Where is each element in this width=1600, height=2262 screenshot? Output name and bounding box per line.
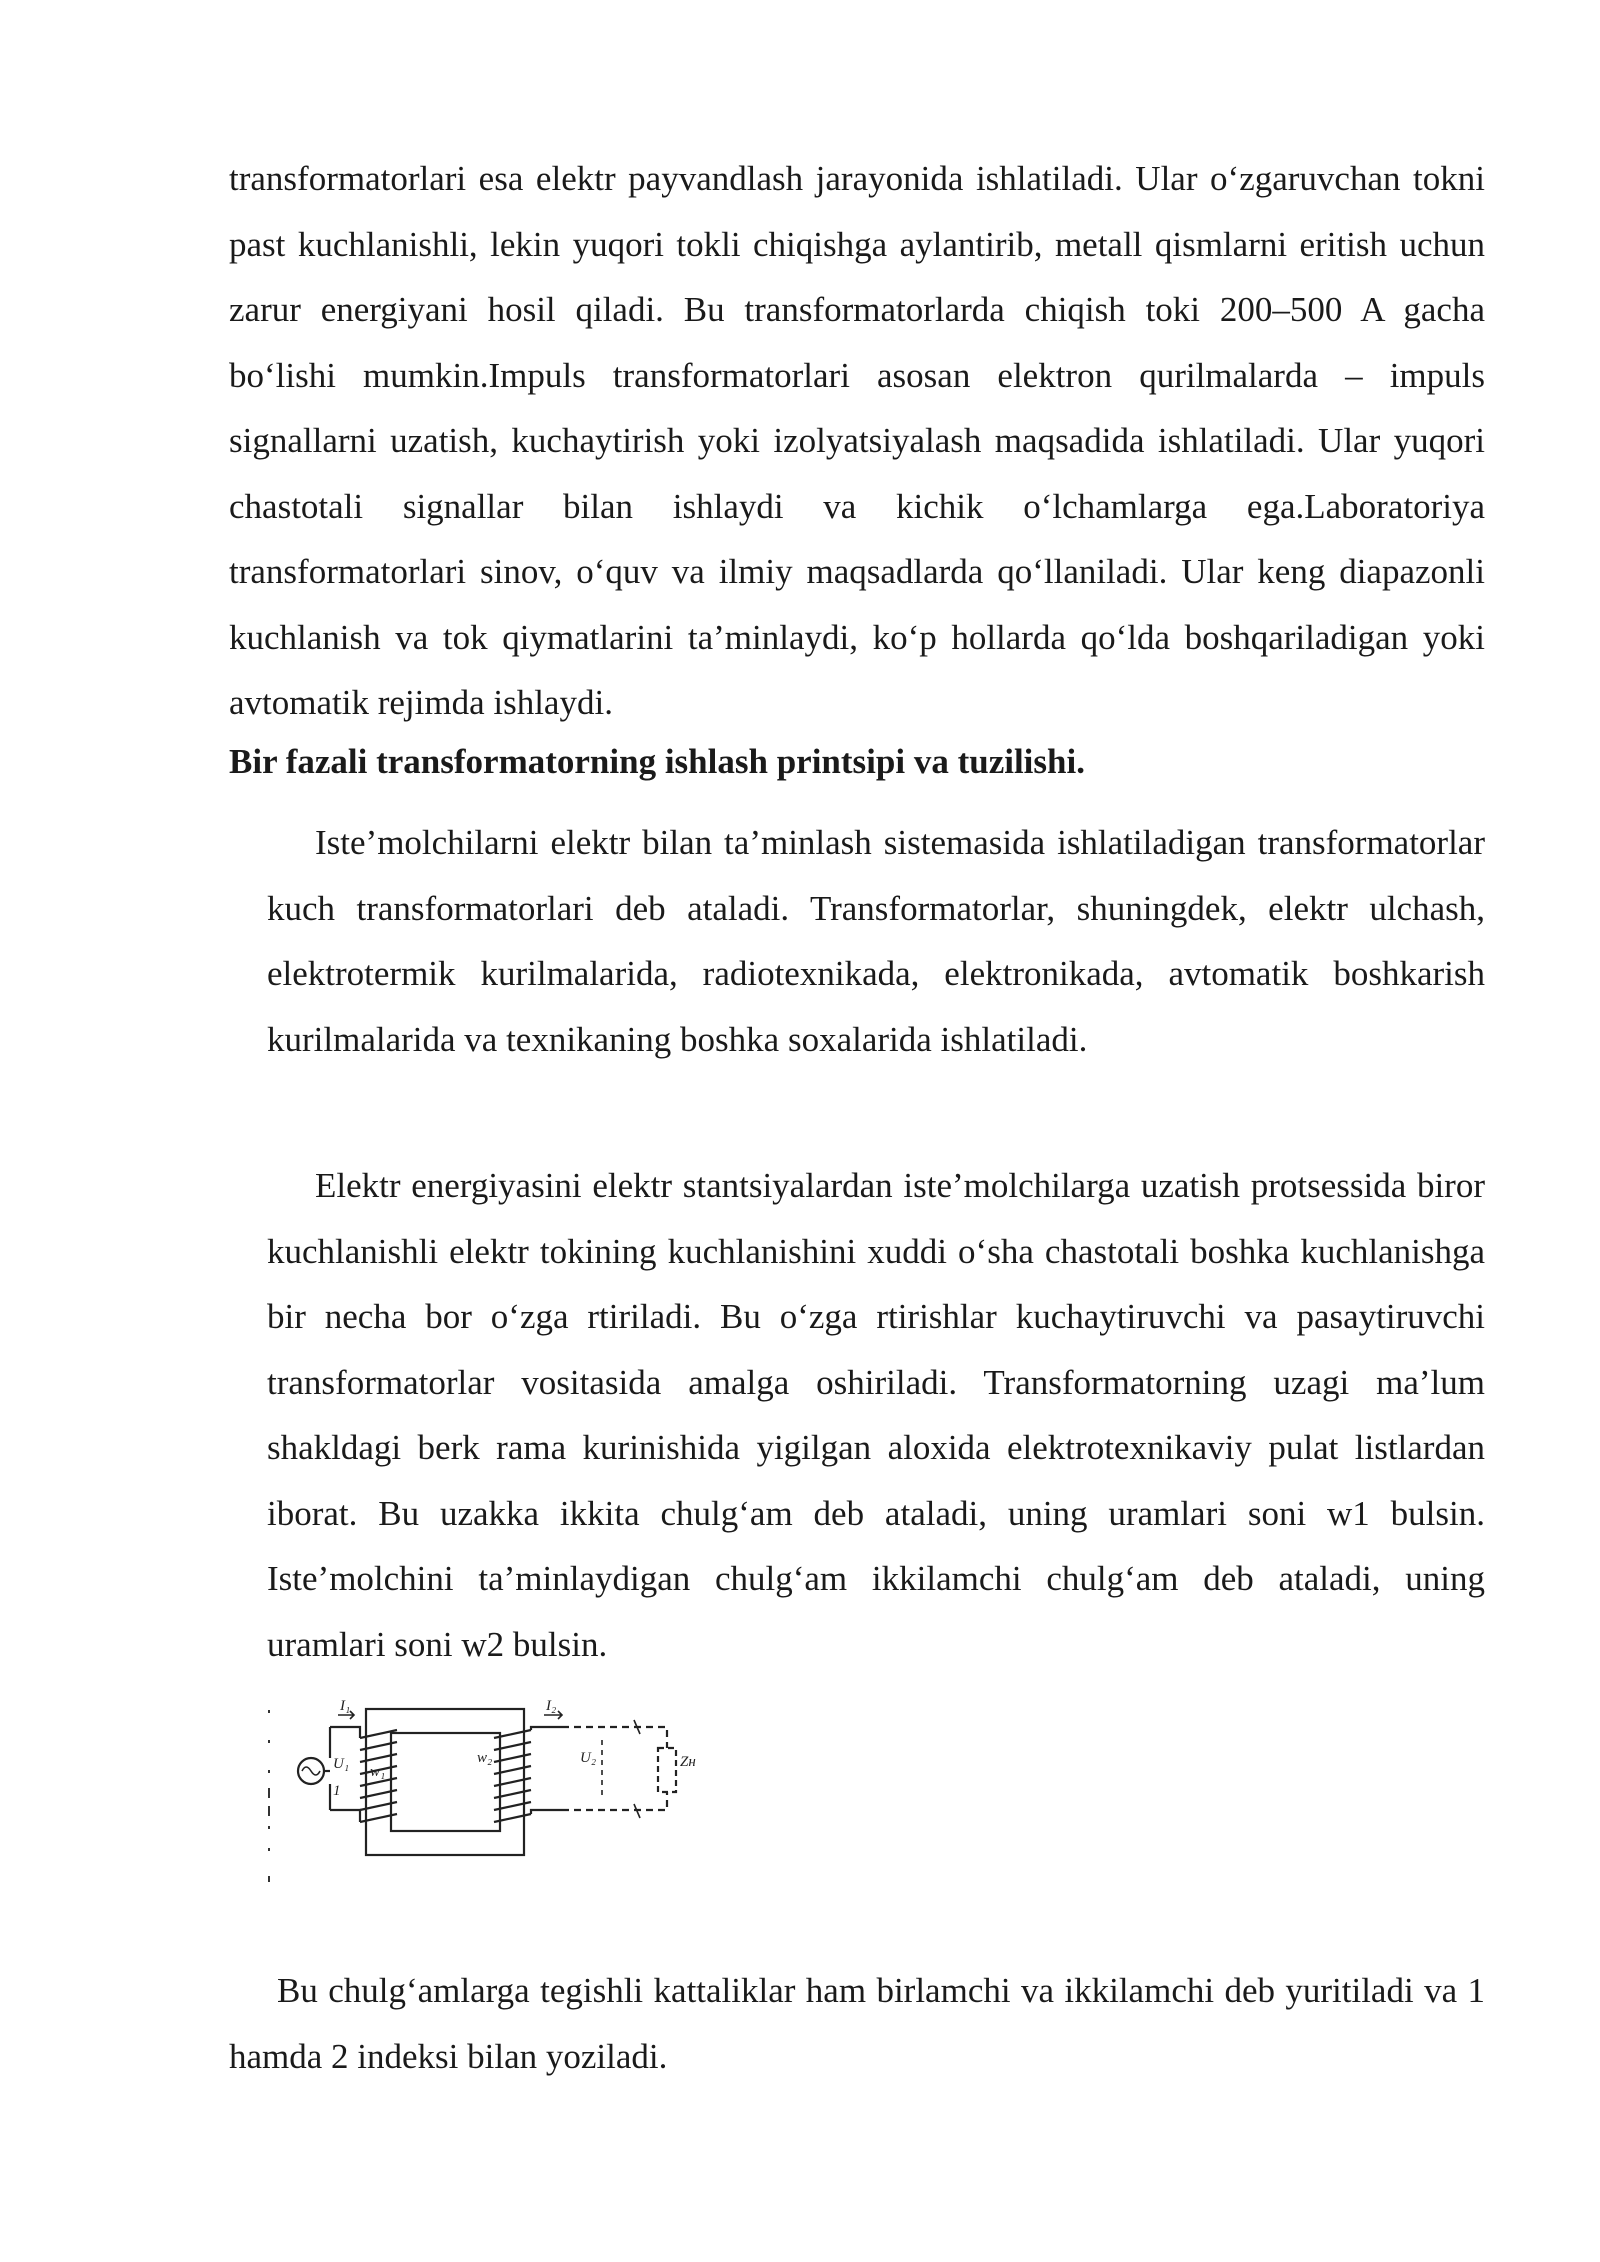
paragraph-transformer-types bbox=[229, 146, 1485, 736]
paragraph-text: Bu chulg‘amlarga tegishli kattaliklar ham birlamchi va ikkilamchi deb yuritiladi va 1 hamda 2 indeksi bilan yoziladi. bbox=[229, 1971, 1485, 2076]
secondary-dashed bbox=[562, 1727, 667, 1810]
paragraph-power-transformers bbox=[267, 810, 1485, 1072]
paragraph-transformer-structure bbox=[267, 1153, 1485, 1677]
ac-source-wave bbox=[302, 1767, 320, 1775]
core-inner bbox=[391, 1733, 500, 1831]
label-zn: Zн bbox=[680, 1754, 696, 1770]
label-one: 1 bbox=[333, 1783, 341, 1799]
transformer-circuit-diagram bbox=[262, 1700, 722, 1930]
paragraph-text: Iste’molchilarni elektr bilan ta’minlash sistemasida ishlatiladigan transformatorlar kuch transformatorlari deb ataladi. Transformatorlar, shuningdek, elektr ulchash, elektrotermik kurilmalarida, radiotexnikada, elektronikada, avtomatik boshkarish kurilmalarida va texnikaning boshka soxalarida ishlatiladi. bbox=[267, 823, 1485, 1059]
label-i2: I₂ bbox=[546, 1700, 557, 1714]
label-i1: I₁ bbox=[340, 1700, 351, 1714]
primary-wire-bottom bbox=[330, 1810, 360, 1822]
secondary-wire-top bbox=[531, 1727, 562, 1730]
label-u1: U₁ bbox=[333, 1756, 350, 1772]
label-w2: w₂ bbox=[477, 1750, 493, 1766]
label-u2: U₂ bbox=[580, 1750, 597, 1766]
paragraph-text: Elektr energiyasini elektr stantsiyalardan iste’molchilarga uzatish protsessida biror kuchlanishli elektr tokining kuchlanishini xuddi o‘sha chastotali boshka kuchlanishga bir necha bor o‘zga rtiriladi. Bu o‘zga rtirishlar kuchaytiruvchi va pasaytiruvchi transformatorlar vositasida amalga oshiriladi. Transformatorning uzagi ma’lum shakldagi berk rama kurinishida yigilgan aloxida elektrotexnikaviy pulat listlardan iborat. Bu uzakka ikkita chulg‘am deb ataladi, uning uramlari soni w1 bulsin. Iste’molchini ta’minlaydigan chulg‘am ikkilamchi chulg‘am deb ataladi, uning uramlari soni w2 bulsin. bbox=[267, 1166, 1485, 1664]
paragraph-text: transformatorlari esa elektr payvandlash jarayonida ishlatiladi. Ular o‘zgaruvchan tokni past kuchlanishli, lekin yuqori tokli chiqishga aylantirib, metall qismlarni eritish uchun zarur energiyani hosil qiladi. Bu transformatorlarda chiqish toki 200–500 A gacha bo‘lishi mumkin.Impuls transformatorlari asosan elektron qurilmalarda – impuls signallarni uzatish, kuchaytirish yoki izolyatsiyalash maqsadida ishlatiladi. Ular yuqori chastotali signallar bilan ishlaydi va kichik o‘lchamlarga ega.Laboratoriya transformatorlari sinov, o‘quv va ilmiy maqsadlarda qo‘llaniladi. Ular keng diapazonli kuchlanish va tok qiymatlarini ta’minlaydi, ko‘p hollarda qo‘lda boshqariladigan yoki avtomatik rejimda ishlaydi. bbox=[229, 159, 1485, 722]
label-w1: w₁ bbox=[370, 1764, 386, 1780]
load-impedance bbox=[658, 1748, 676, 1792]
section-heading: Bir fazali transformatorning ishlash printsipi va tuzilishi. bbox=[229, 742, 1085, 781]
secondary-wire-bottom bbox=[531, 1810, 562, 1814]
scan-artifacts bbox=[268, 1710, 270, 1882]
transformer-schematic bbox=[262, 1700, 722, 1930]
paragraph-winding-quantities bbox=[229, 1958, 1485, 2089]
terminal-marks bbox=[634, 1720, 640, 1818]
primary-wire-top bbox=[330, 1727, 360, 1738]
